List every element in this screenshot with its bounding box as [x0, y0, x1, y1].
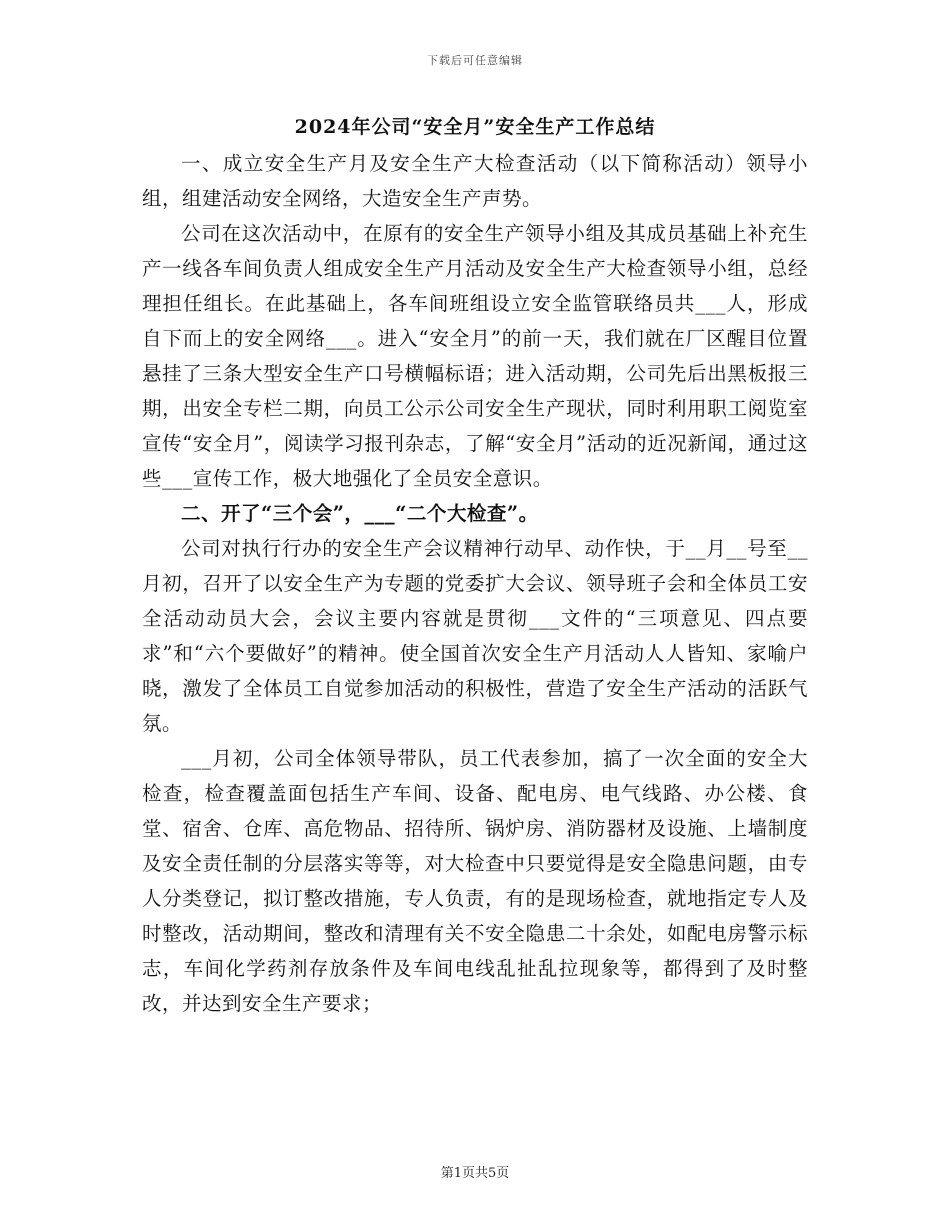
- section-heading-1: 一、成立安全生产月及安全生产大检查活动（以下简称活动）领导小组，组建活动安全网络，大造安全生产声势。: [142, 152, 808, 210]
- body-paragraph: 公司在这次活动中，在原有的安全生产领导小组及其成员基础上补充生产一线各车间负责人组成安全生产月活动及安全生产大检查领导小组，总经理担任组长。在此基础上，各车间班组设立安全监管联络员共___人，形成自下而上的安全网络___。进入“安全月”的前一天，我们就在厂区醒目位置悬挂了三条大型安全生产口号横幅标语；进入活动期，公司先后出黑板报三期，出安全专栏二期，向员工公示公司安全生产现状，同时利用职工阅览室宣传“安全月”，阅读学习报刊杂志，了解“安全月”活动的近况新闻，通过这些___宣传工作，极大地强化了全员安全意识。: [142, 222, 808, 490]
- document-title: 2024年公司“安全月”安全生产工作总结: [294, 116, 656, 138]
- page-header-note: 下载后可任意编辑: [427, 54, 523, 67]
- body-paragraph: ___月初，公司全体领导带队，员工代表参加，搞了一次全面的安全大检查，检查覆盖面包括生产车间、设备、配电房、电气线路、办公楼、食堂、宿舍、仓库、高危物品、招待所、锅炉房、消防器材及设施、上墙制度及安全责任制的分层落实等等，对大检查中只要觉得是安全隐患问题，由专人分类登记，拟订整改措施，专人负责，有的是现场检查，就地指定专人及时整改，活动期间，整改和清理有关不安全隐患二十余处，如配电房警示标志，车间化学药剂存放条件及车间电线乱扯乱拉现象等，都得到了及时整改，并达到安全生产要求；: [142, 747, 808, 1015]
- document-body: [142, 146, 808, 1021]
- section-heading-2: 二、开了“三个会”，___“二个大检查”。: [181, 502, 539, 525]
- page-number: 第1页共5页: [440, 1166, 510, 1181]
- body-paragraph: 公司对执行行办的安全生产会议精神行动早、动作快，于__月__号至__月初，召开了以安全生产为专题的党委扩大会议、领导班子会和全体员工安全活动动员大会，会议主要内容就是贯彻___文件的“三项意见、四点要求”和“六个要做好”的精神。使全国首次安全生产月活动人人皆知、家喻户晓，激发了全体员工自觉参加活动的积极性，营造了安全生产活动的活跃气氛。: [142, 537, 808, 735]
